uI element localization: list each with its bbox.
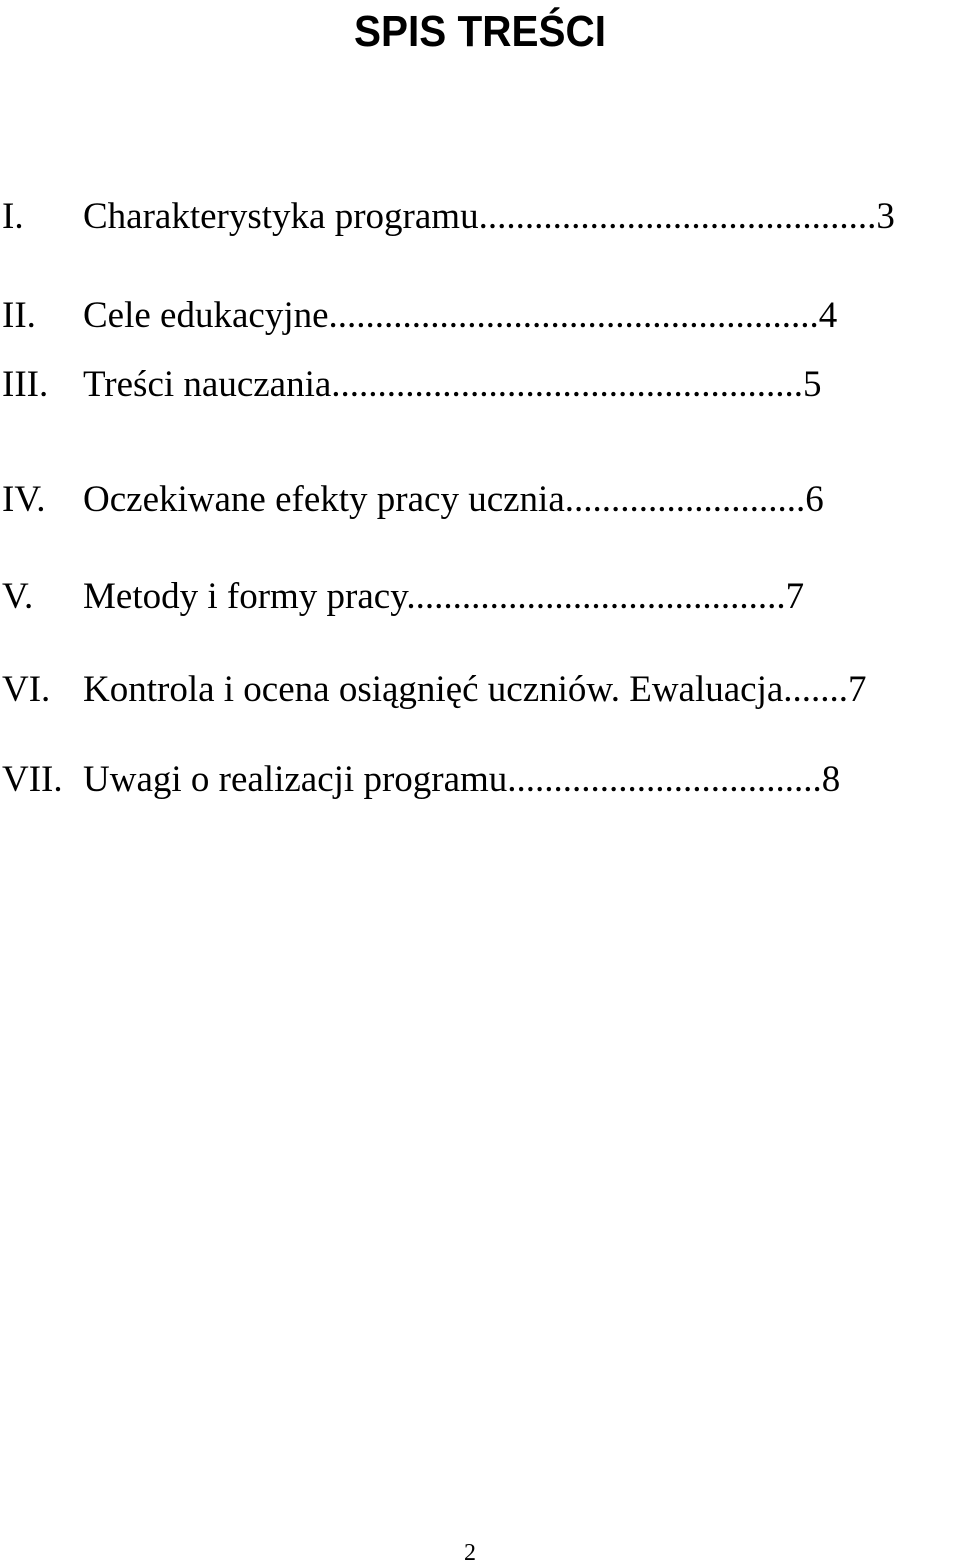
toc-entry-number: VI. bbox=[2, 669, 51, 710]
toc-entry-number: VII. bbox=[2, 759, 63, 800]
toc-entry-text: Oczekiwane efekty pracy ucznia..........................6 bbox=[83, 479, 824, 520]
toc-entry-text: Cele edukacyjne.....................................................4 bbox=[83, 295, 838, 336]
toc-entry-text: Uwagi o realizacji programu..................................8 bbox=[83, 759, 841, 800]
toc-entry-number: II. bbox=[2, 295, 36, 336]
toc-entry-text: Kontrola i ocena osiągnięć uczniów. Ewaluacja.......7 bbox=[83, 669, 867, 710]
toc-entry-number: III. bbox=[2, 364, 49, 405]
toc-entry-text: Charakterystyka programu...........................................3 bbox=[83, 196, 895, 237]
toc-entry-number: I. bbox=[2, 196, 24, 237]
toc-entry-number: V. bbox=[2, 576, 34, 617]
toc-entry-number: IV. bbox=[2, 479, 46, 520]
toc-entry-text: Metody i formy pracy.........................................7 bbox=[83, 576, 805, 617]
page-number: 2 bbox=[464, 1540, 476, 1566]
toc-entry-text: Treści nauczania...................................................5 bbox=[83, 364, 822, 405]
page-title: SPIS TREŚCI bbox=[354, 7, 606, 56]
